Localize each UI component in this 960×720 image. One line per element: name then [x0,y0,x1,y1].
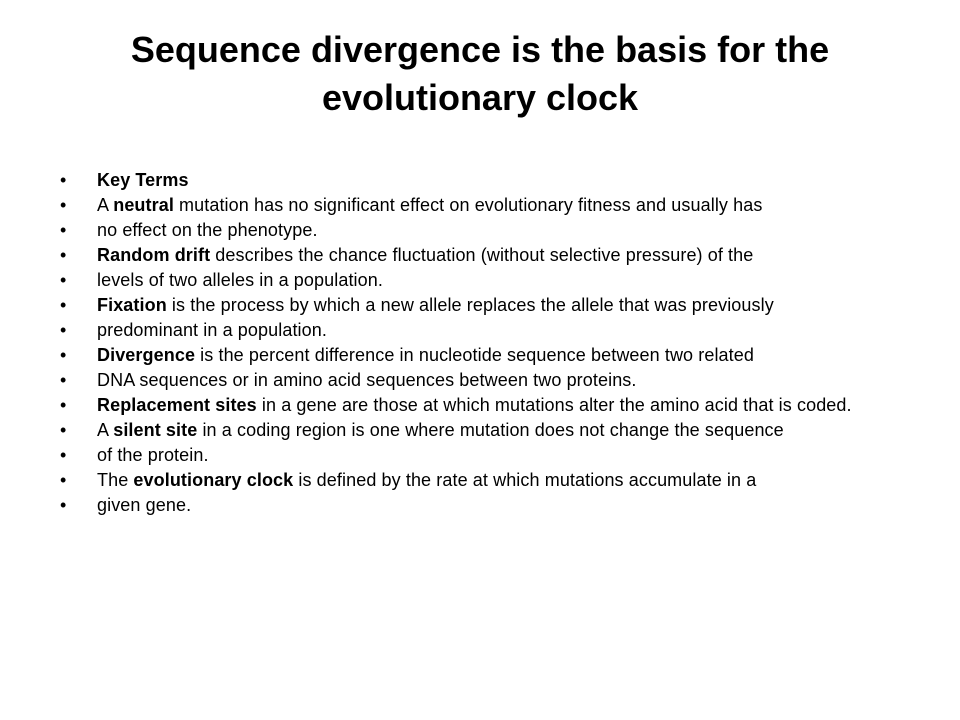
bullet-text-pre: DNA sequences or in amino acid sequences between two proteins. [97,370,637,390]
bullet-term: Key Terms [97,170,189,190]
bullet-dot-icon: • [60,445,67,465]
bullet-term: silent site [113,420,198,440]
bullet-item [60,371,910,390]
bullet-dot-icon: • [60,370,67,390]
bullet-item [60,221,910,240]
bullet-dot-icon: • [60,320,67,340]
bullet-item [60,396,910,415]
bullet-text-post: is the process by which a new allele replaces the allele that was previously [166,295,774,315]
bullet-dot-icon: • [60,195,67,215]
bullet-dot-icon: • [60,295,67,315]
bullet-dot-icon: • [60,245,67,265]
bullet-item [60,196,910,215]
bullet-dot-icon: • [60,495,67,515]
bullet-dot-icon: • [60,395,67,415]
bullet-text-pre: of the protein. [97,445,209,465]
bullet-item [60,446,910,465]
bullet-item [60,346,910,365]
bullet-text-pre: A [97,195,114,215]
bullet-term: Fixation [97,295,167,315]
bullet-text-post: mutation has no significant effect on evolutionary fitness and usually has [173,195,763,215]
bullet-text-pre: predominant in a population. [97,320,327,340]
bullet-text-post: is defined by the rate at which mutations accumulate in a [293,470,757,490]
bullet-text-pre: A [97,420,114,440]
bullet-term: Divergence [97,345,196,365]
bullet-term: Replacement sites [97,395,257,415]
bullet-item [60,321,910,340]
bullet-term: Random drift [97,245,211,265]
bullet-item [60,421,910,440]
bullet-text-pre: no effect on the phenotype. [97,220,318,240]
bullet-dot-icon: • [60,270,67,290]
bullet-text-post: in a coding region is one where mutation does not change the sequence [197,420,784,440]
bullet-item [60,171,910,190]
bullet-dot-icon: • [60,170,67,190]
bullet-item [60,246,910,265]
bullet-term: neutral [113,195,174,215]
bullet-text-post: in a gene are those at which mutations alter the amino acid that is coded. [256,395,852,415]
bullet-item [60,496,910,515]
bullet-dot-icon: • [60,420,67,440]
bullet-text-pre: The [97,470,134,490]
bullet-term: evolutionary clock [133,470,294,490]
bullet-text-post: describes the chance fluctuation (without selective pressure) of the [210,245,754,265]
bullet-text-pre: given gene. [97,495,192,515]
bullet-list [60,171,910,521]
bullet-text-pre: levels of two alleles in a population. [97,270,383,290]
bullet-item [60,271,910,290]
bullet-item [60,471,910,490]
bullet-text-post: is the percent difference in nucleotide sequence between two related [195,345,754,365]
bullet-dot-icon: • [60,345,67,365]
bullet-dot-icon: • [60,470,67,490]
bullet-item [60,296,910,315]
slide-title: Sequence divergence is the basis for the evolutionary clock [130,29,830,118]
bullet-dot-icon: • [60,220,67,240]
